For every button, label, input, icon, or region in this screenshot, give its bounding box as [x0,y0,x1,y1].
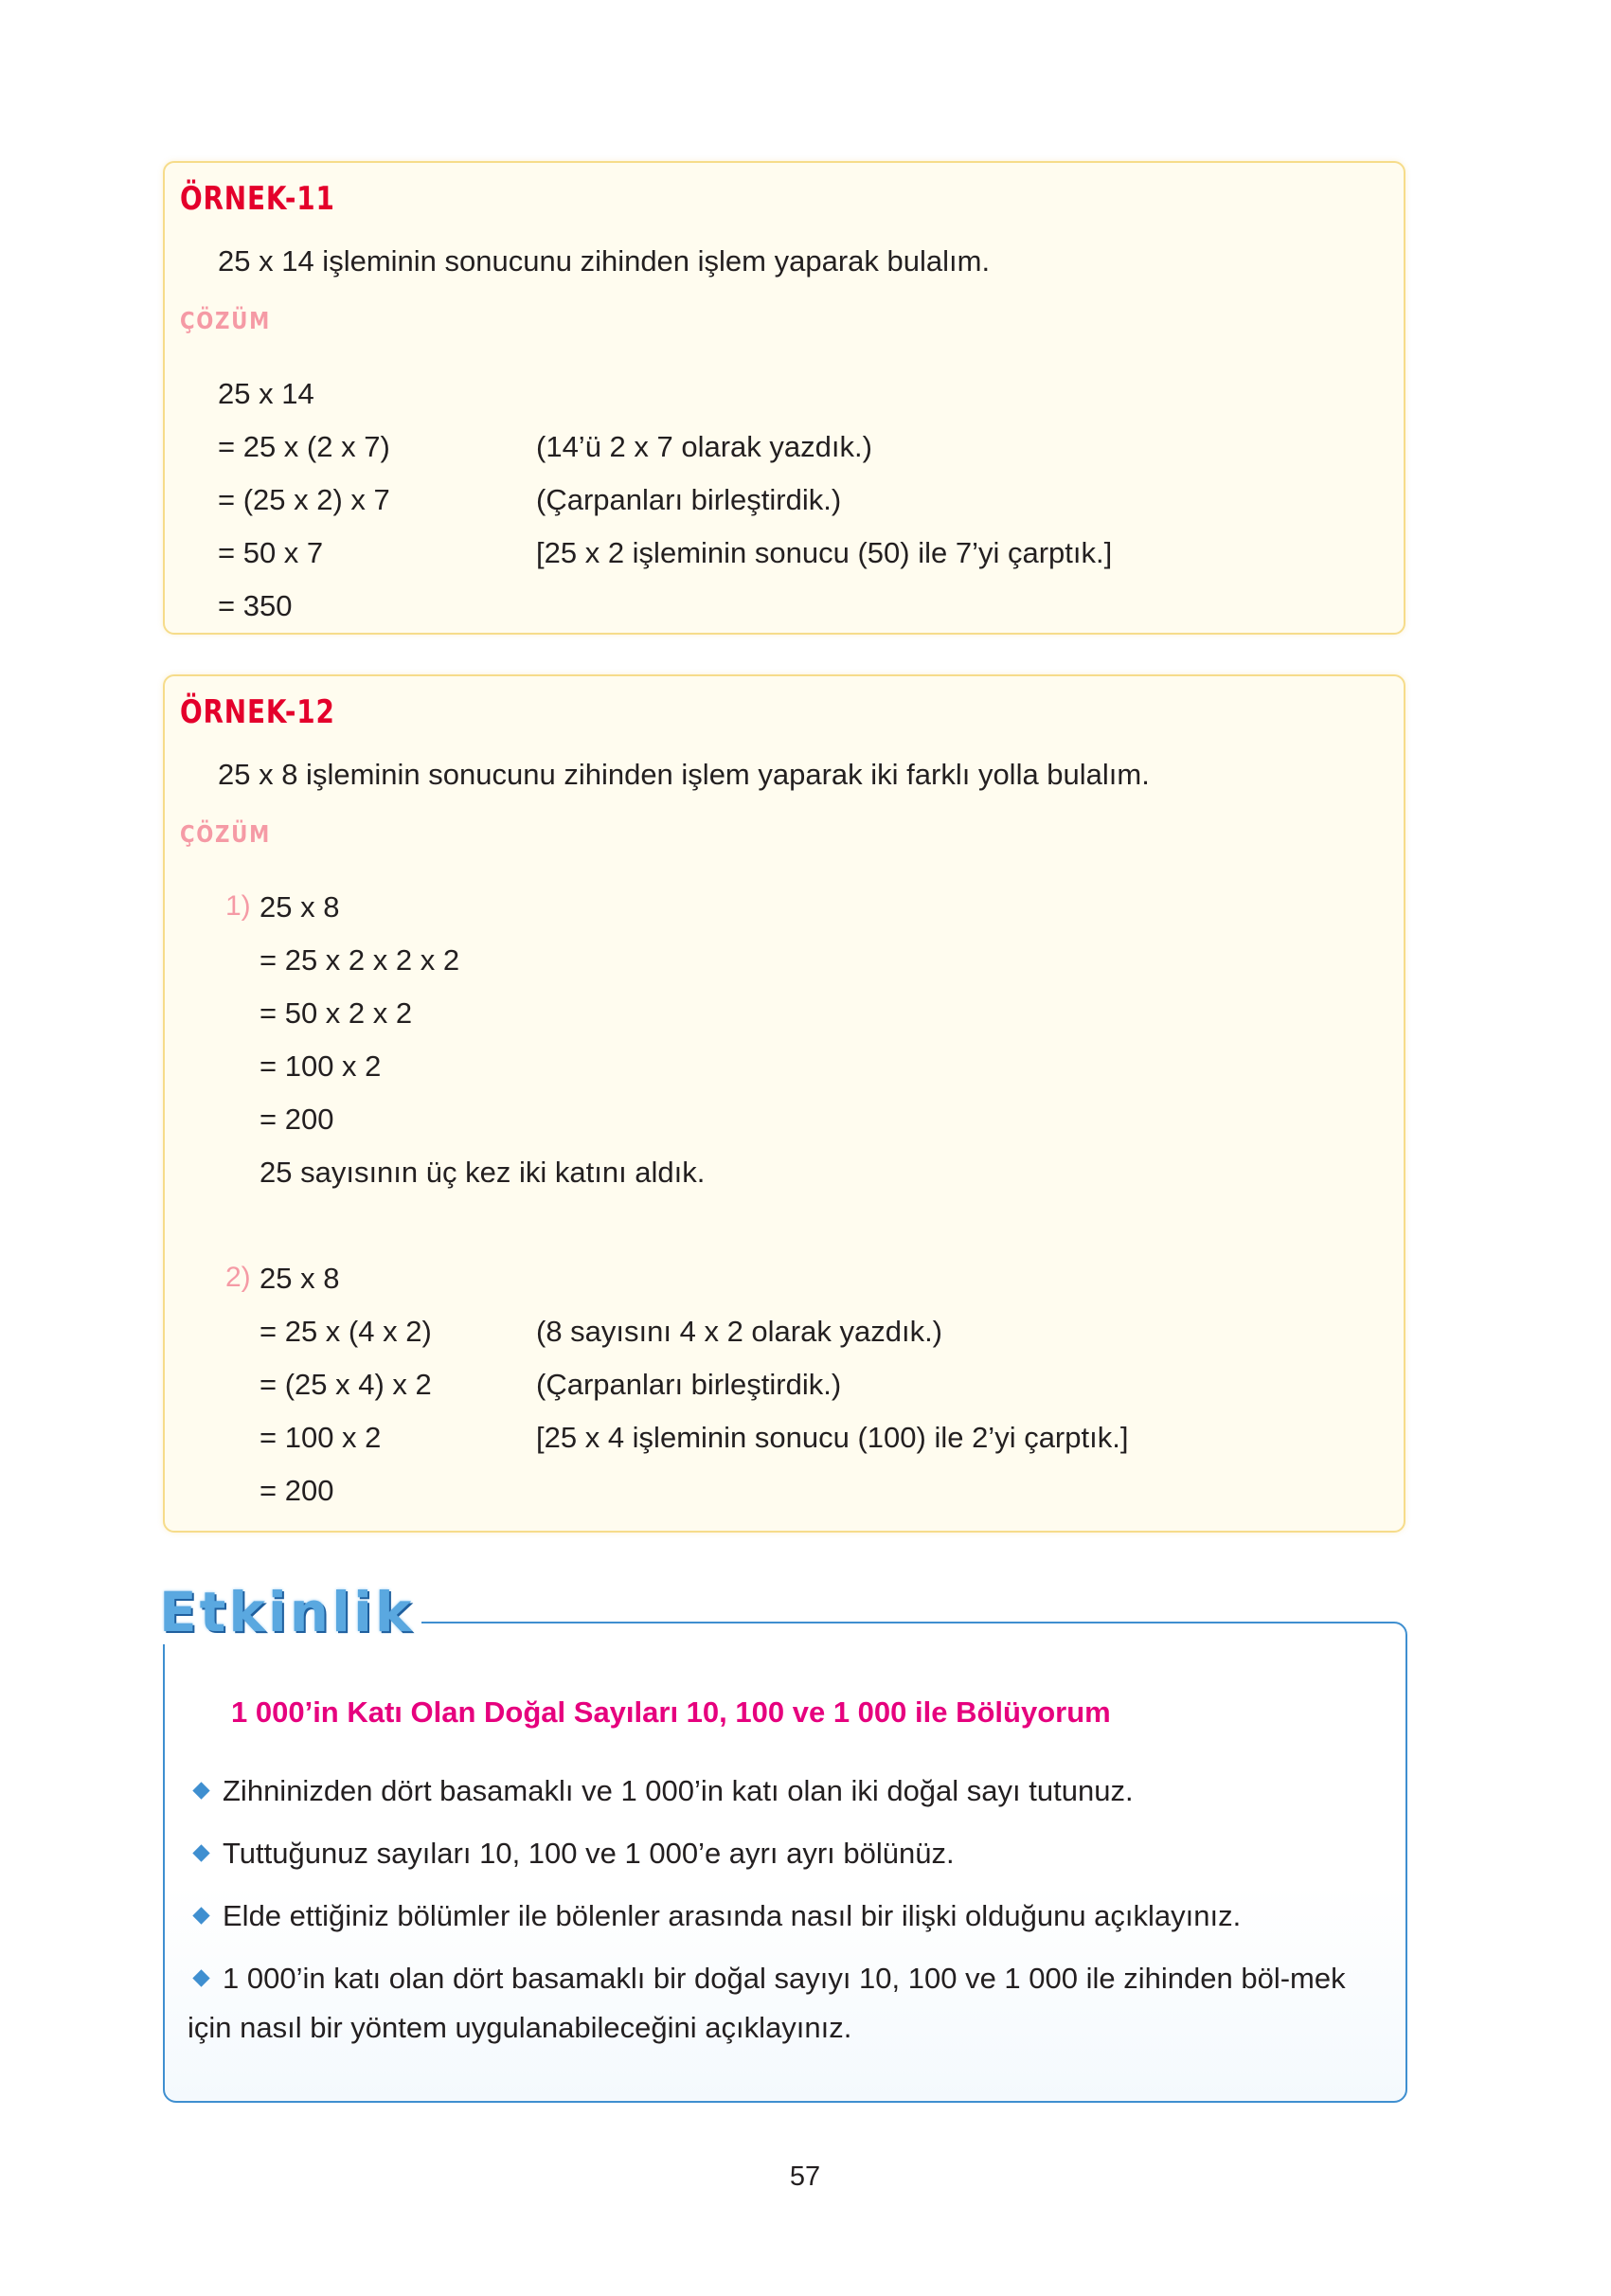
way-2-step-5: = 200 [260,1474,334,1507]
activity-bullet-4 [188,1954,1381,2053]
example-11-box [163,161,1405,635]
way-2-step-4: = 100 x 2 [260,1421,382,1454]
diamond-bullet-icon [192,1970,209,1987]
example-11-step-5: = 350 [218,589,293,622]
diamond-bullet-icon [192,1845,209,1862]
way-1-step-3: = 50 x 2 x 2 [260,996,413,1030]
way-2-step-2-note: (8 sayısını 4 x 2 olarak yazdık.) [536,1315,943,1348]
way-1-comment: 25 sayısının üç kez iki katını aldık. [260,1156,706,1189]
page-number: 57 [789,2161,821,2192]
way-2-label: 2) [225,1262,251,1293]
example-11-step-4: = 50 x 7 [218,536,324,569]
activity-bullet-1 [188,1767,1381,1816]
example-11-step-3-note: (Çarpanları birleştirdik.) [536,483,842,516]
activity-bullet-3 [188,1892,1381,1941]
activity-title: Etkinlik [159,1580,421,1644]
activity-bullet-3-text: Elde ettiğiniz bölümler ile bölenler arasında nasıl bir ilişki olduğunu açıklayınız. [223,1899,1242,1932]
example-11-step-4-note: [25 x 2 işleminin sonucu (50) ile 7’yi çarptık.] [536,536,1113,569]
example-11-step-1: 25 x 14 [218,377,314,410]
activity-bullet-2-text: Tuttuğunuz sayıları 10, 100 ve 1 000’e ayrı ayrı bölünüz. [223,1837,955,1870]
activity-heading: 1 000’in Katı Olan Doğal Sayıları 10, 100 ve 1 000 ile Bölüyorum [231,1695,1111,1729]
way-2-step-1: 25 x 8 [260,1262,340,1295]
way-2-step-2: = 25 x (4 x 2) [260,1315,432,1348]
way-2-step-3-note: (Çarpanları birleştirdik.) [536,1368,842,1401]
way-1-step-2: = 25 x 2 x 2 x 2 [260,943,460,977]
way-1-label: 1) [225,890,251,922]
example-12-title: ÖRNEK-12 [180,693,335,731]
way-2-step-4-note: [25 x 4 işleminin sonucu (100) ile 2’yi çarptık.] [536,1421,1129,1454]
example-12-box [163,674,1405,1533]
example-12-question: 25 x 8 işleminin sonucunu zihinden işlem yaparak iki farklı yolla bulalım. [218,758,1150,791]
example-12-solution-label: ÇÖZÜM [180,820,271,848]
way-1-step-5: = 200 [260,1103,334,1136]
way-1-step-1: 25 x 8 [260,890,340,924]
example-11-title: ÖRNEK-11 [180,180,335,218]
way-1-step-4: = 100 x 2 [260,1049,382,1083]
example-11-step-3: = (25 x 2) x 7 [218,483,390,516]
diamond-bullet-icon [192,1783,209,1800]
example-11-step-2-note: (14’ü 2 x 7 olarak yazdık.) [536,430,872,463]
activity-bullet-2 [188,1829,1381,1878]
activity-bullet-4-text: 1 000’in katı olan dört basamaklı bir doğal sayıyı 10, 100 ve 1 000 ile zihinden böl-mek için nasıl bir yöntem uygulanabileceğini açıklayınız. [188,1962,1346,2044]
example-11-step-2: = 25 x (2 x 7) [218,430,390,463]
way-2-step-3: = (25 x 4) x 2 [260,1368,432,1401]
example-11-question: 25 x 14 işleminin sonucunu zihinden işlem yaparak bulalım. [218,244,991,278]
activity-bullet-1-text: Zihninizden dört basamaklı ve 1 000’in katı olan iki doğal sayı tutunuz. [223,1774,1134,1807]
example-11-solution-label: ÇÖZÜM [180,307,271,334]
diamond-bullet-icon [192,1908,209,1925]
